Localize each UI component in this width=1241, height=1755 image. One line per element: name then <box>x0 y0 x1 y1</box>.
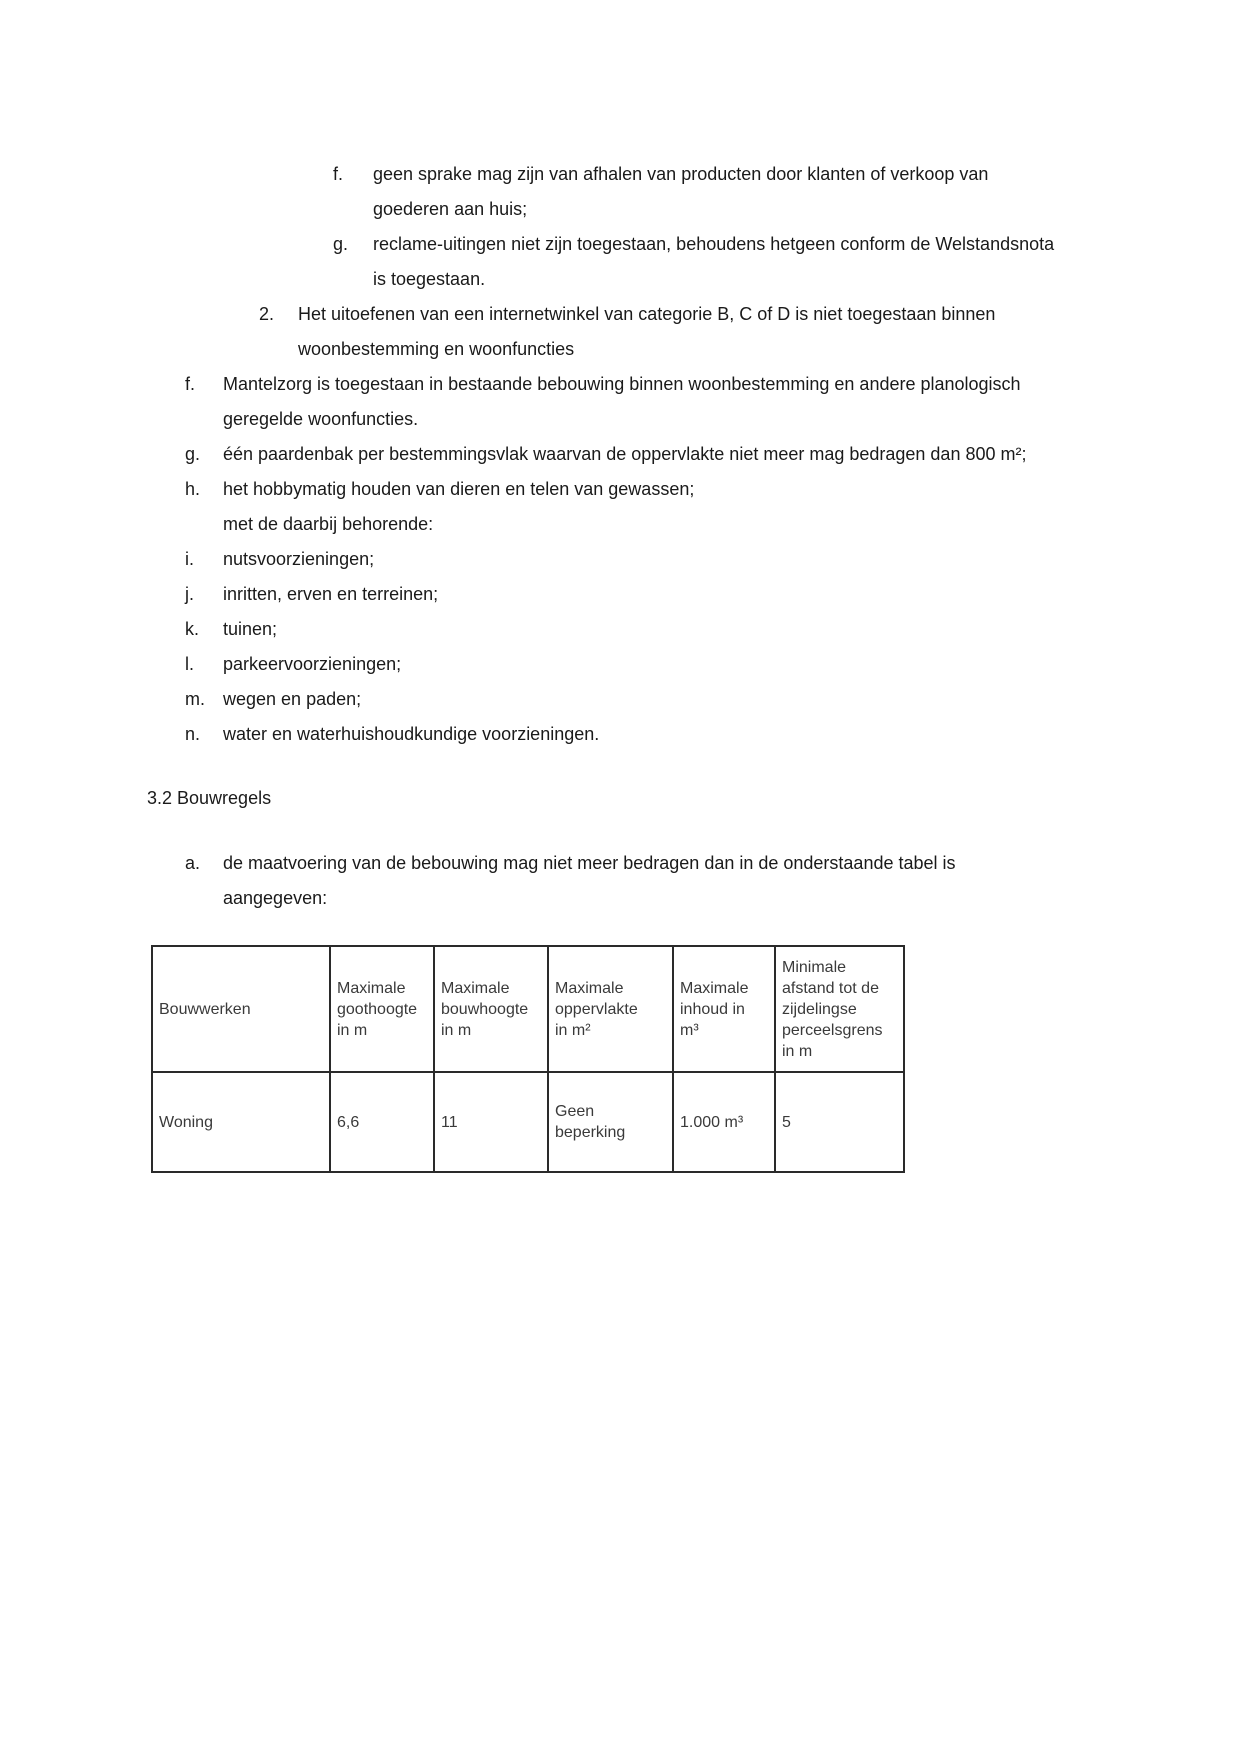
list-marker: 2. <box>259 304 275 324</box>
list-text-line: aangegeven: <box>223 888 328 908</box>
cell-line: Minimale <box>782 958 847 976</box>
cell-line: Maximale <box>441 979 510 997</box>
list-text-line: is toegestaan. <box>373 269 486 289</box>
list-marker: j. <box>185 584 194 604</box>
cell-line: Maximale <box>337 979 406 997</box>
cell-bouwhoogte <box>434 1072 548 1172</box>
header-cell-oppervlakte <box>548 946 673 1072</box>
list-marker: k. <box>185 619 200 639</box>
list-marker: i. <box>185 549 194 569</box>
list-text-line: geen sprake mag zijn van afhalen van producten door klanten of verkoop van <box>373 164 989 184</box>
cell-line: beperking <box>555 1124 626 1141</box>
cell-line: Maximale <box>555 979 624 997</box>
cell-line: goothoogte <box>337 1000 418 1018</box>
list-text-line: tuinen; <box>223 619 278 639</box>
table-row <box>152 1072 904 1172</box>
list-text-line: goederen aan huis; <box>373 199 528 219</box>
cell-line: oppervlakte <box>555 1000 638 1018</box>
cell-line: perceelsgrens <box>782 1021 883 1039</box>
section-heading: 3.2 Bouwregels <box>147 788 272 808</box>
cell-line: in m <box>441 1021 472 1039</box>
cell-inhoud <box>673 1072 775 1172</box>
header-cell-bouwwerken <box>152 946 330 1072</box>
list-marker: f. <box>185 374 196 394</box>
list-text-line: woonbestemming en woonfuncties <box>298 339 575 359</box>
list-text-line: inritten, erven en terreinen; <box>223 584 439 604</box>
cell-line: 5 <box>782 1113 791 1131</box>
cell-line: in m <box>337 1021 368 1039</box>
cell-goothoogte <box>330 1072 434 1172</box>
cell-afstand <box>775 1072 904 1172</box>
cell-line: in m <box>782 1042 813 1060</box>
maatvoering-table <box>151 945 905 1173</box>
cell-line: zijdelingse <box>782 1000 857 1018</box>
list-text-line: geregelde woonfuncties. <box>223 409 419 429</box>
list-marker: m. <box>185 689 205 709</box>
list-text-line: nutsvoorzieningen; <box>223 549 375 569</box>
list-text-line: wegen en paden; <box>223 689 362 709</box>
list-text-line: één paardenbak per bestemmingsvlak waarvan de oppervlakte niet meer mag bedragen dan 800 m²; <box>223 444 1027 464</box>
cell-line: Geen <box>555 1103 595 1120</box>
list-marker: l. <box>185 654 194 674</box>
list-text-line: Mantelzorg is toegestaan in bestaande bebouwing binnen woonbestemming en andere planologisch <box>223 374 1021 394</box>
cell-line: afstand tot de <box>782 979 879 997</box>
cell-line: in m² <box>555 1021 591 1039</box>
list-marker: a. <box>185 853 201 873</box>
table-header-row <box>152 946 904 1072</box>
header-cell-afstand <box>775 946 904 1072</box>
list-text-line: met de daarbij behorende: <box>223 514 434 534</box>
list-marker: g. <box>185 444 201 464</box>
cell-line: m³ <box>680 1021 699 1039</box>
cell-line: inhoud in <box>680 1000 745 1018</box>
list-marker: n. <box>185 724 201 744</box>
list-marker: g. <box>333 234 349 254</box>
cell-line: Bouwwerken <box>159 1000 251 1018</box>
list-text-line: water en waterhuishoudkundige voorzieningen. <box>223 724 600 744</box>
list-text-line: reclame-uitingen niet zijn toegestaan, behoudens hetgeen conform de Welstandsnota <box>373 234 1055 254</box>
list-marker: f. <box>333 164 344 184</box>
cell-line: 1.000 m³ <box>680 1113 744 1131</box>
list-text-line: parkeervoorzieningen; <box>223 654 402 674</box>
header-cell-bouwhoogte <box>434 946 548 1072</box>
header-cell-inhoud <box>673 946 775 1072</box>
list-text-line: de maatvoering van de bebouwing mag niet meer bedragen dan in de onderstaande tabel is <box>223 853 956 873</box>
cell-line: Maximale <box>680 979 749 997</box>
cell-line: 11 <box>441 1113 458 1131</box>
list-text-line: het hobbymatig houden van dieren en telen van gewassen; <box>223 479 695 499</box>
cell-line: Woning <box>159 1113 213 1131</box>
cell-line: bouwhoogte <box>441 1000 529 1018</box>
cell-oppervlakte <box>548 1072 673 1172</box>
list-marker: h. <box>185 479 201 499</box>
header-cell-goothoogte <box>330 946 434 1072</box>
cell-bouwwerk <box>152 1072 330 1172</box>
list-text-line: Het uitoefenen van een internetwinkel van categorie B, C of D is niet toegestaan binnen <box>298 304 996 324</box>
cell-line: 6,6 <box>337 1113 360 1131</box>
